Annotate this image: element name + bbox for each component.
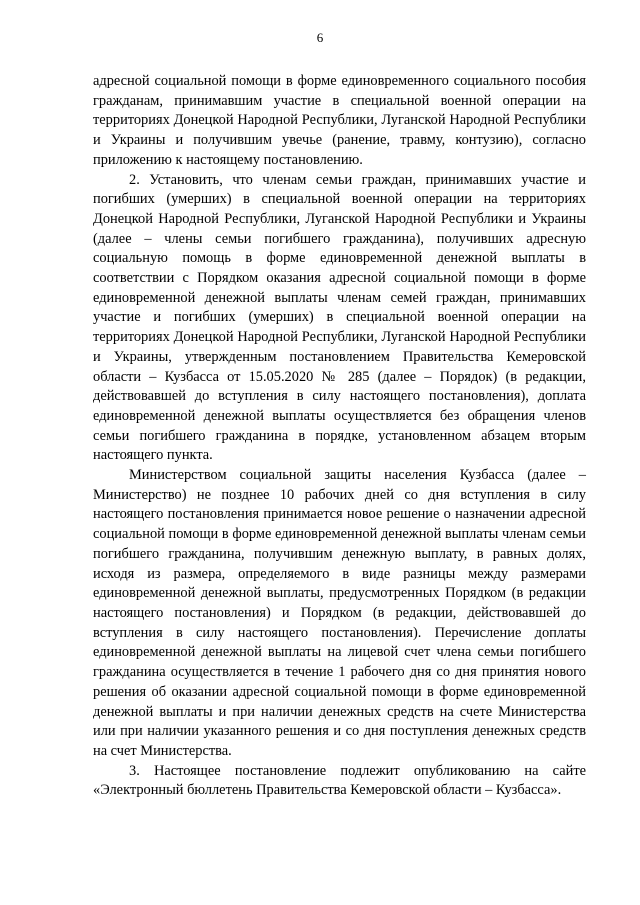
document-body: [93, 72, 586, 801]
page-number: 6: [316, 30, 324, 45]
paragraph-item-3: 3. Настоящее постановление подлежит опубликованию на сайте «Электронный бюллетень Правительства Кемеровской области – Кузбасса».: [93, 762, 586, 799]
paragraph-continuation: адресной социальной помощи в форме единовременного социального пособия гражданам, принимавшим участие в специальной военной операции на территориях Донецкой Народной Республики, Луганской Народной Республики и Украины и получившим увечье (ранение, травму, контузию), согласно приложению к настоящему постановлению.: [93, 73, 586, 168]
paragraph-item-2: 2. Установить, что членам семьи граждан, принимавших участие и погибших (умерших) в специальной военной операции на территориях Донецкой Народной Республики, Луганской Народной Республики и Украины (далее – члены семьи погибшего гражданина), получивших адресную социальную помощь в форме единовременной денежной выплаты в соответствии с Порядком оказания адресной социальной помощи в форме единовременной денежной выплаты членам семей граждан, принимавших участие и погибших (умерших) в специальной военной операции на территориях Донецкой Народной Республики, Луганской Народной Республики и Украины, утвержденным постановлением Правительства Кемеровской области – Кузбасса от 15.05.2020 № 285 (далее – Порядок) (в редакции, действовавшей до вступления в силу настоящего постановления), доплата единовременной денежной выплаты осуществляется без обращения членов семьи погибшего гражданина в порядке, установленном абзацем вторым настоящего пункта.: [93, 171, 586, 464]
paragraph-item-2-second-clause: Министерством социальной защиты населения Кузбасса (далее – Министерство) не позднее 10 рабочих дней со дня вступления в силу настоящего постановления принимается новое решение о назначении адресной социальной помощи в форме единовременной денежной выплаты членам семьи погибшего гражданина, получившим денежную выплату, в равных долях, исходя из размера, определяемого в виде разницы между размерами единовременной денежной выплаты, предусмотренных Порядком (в редакции настоящего постановления) и Порядком (в редакции, действовавшей до вступления в силу настоящего постановления). Перечисление доплаты единовременной денежной выплаты на лицевой счет члена семьи погибшего гражданина осуществляется в течение 1 рабочего дня со дня принятия нового решения об оказании адресной социальной помощи в форме единовременной денежной выплаты и при наличии денежных средств на счете Министерства или при наличии указанного решения и со дня поступления денежных средств на счет Министерства.: [93, 467, 586, 759]
